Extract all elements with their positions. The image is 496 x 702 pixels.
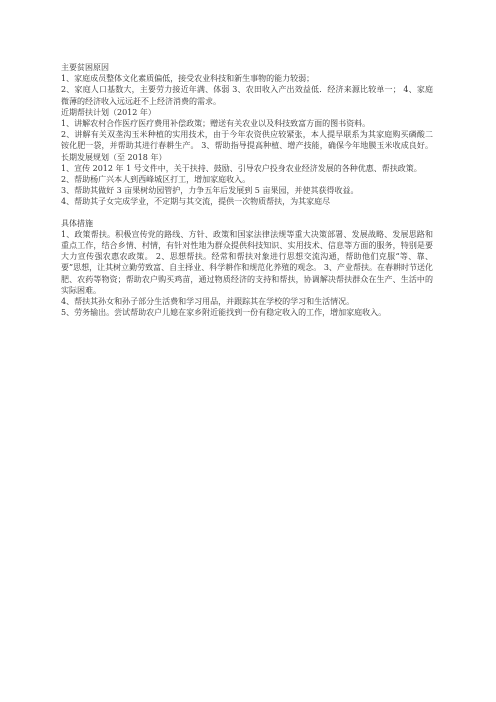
measure-item-4: 4、帮扶其孙女和孙子部分生活费和学习用品，并跟踪其在学校的学习和生活情况。	[61, 297, 355, 307]
long-term-item-1: 1、宣传 2012 年 1 号文件中，关于扶持、鼓励、引导农户投身农业经济发展的各种优惠、帮扶政策。	[61, 163, 422, 173]
long-term-item-4: 4、帮助其子女完成学业，不定期与其交流，提供一次物质帮扶，为其家庭尽	[61, 197, 331, 207]
plan-item-1: 1、讲解农村合作医疗医疗费用补偿政策；赠送有关农业以及科技致富方面的图书资料。	[61, 119, 371, 129]
heading-short-term-plan: 近期帮扶计划（2012 年）	[61, 107, 156, 117]
section-gap	[61, 208, 433, 218]
heading-specific-measures: 具体措施	[61, 218, 93, 228]
heading-poverty-causes: 主要贫困原因	[61, 63, 109, 72]
document-body	[61, 62, 433, 318]
plan-item-2-3: 2、讲解有关双垄沟玉米种植的实用技术，由于今年农资供应较紧张，本人提早联系为其家庭购买磷酸二铵化肥一袋，并帮助其进行春耕生产。 3、帮助指导提高种植、增产技能，确保今年地膜玉米收成良好。 长期发展规划（至 2018 年）	[61, 130, 433, 162]
long-term-item-3: 3、帮助其做好 3 亩果树幼园管护，力争五年后发展到 5 亩果园，并使其获得收益。	[61, 186, 359, 196]
measure-item-5: 5、劳务输出。尝试帮助农户儿媳在家乡附近能找到一份有稳定收入的工作，增加家庭收入。	[61, 308, 387, 318]
long-term-item-2: 2、帮助杨广兴本人到西峰城区打工，增加家庭收入。	[61, 175, 251, 185]
measure-items-1-3: 1、政策帮扶。积极宣传党的路线、方针、政策和国家法律法规等重大决策部署、发展战略、发展思路和重点工作，结合乡情、村情，有针对性地为群众提供科技知识、实用技术、信息等方面的服务，特别是要大力宣传强农惠农政策。 2、思想帮扶。经常和帮扶对象进行思想交流沟通，帮助他们克服“等、靠、要”思想，让其树立勤劳致富、自主择业、科学耕作和规范化养殖的观念。 3、产业帮扶。在春耕时节送化肥、农药等物资；帮助农户购买鸡苗，通过物质经济的支持和帮扶，协调解决帮扶群众在生产、生活中的实际困难。	[61, 229, 433, 295]
cause-item-2-4: 2、家庭人口基数大，主要劳力接近年满、体弱 3、农田收入产出效益低．经济来源比较单一； 4、家庭微薄的经济收入远远赶不上经济消费的需求。	[61, 85, 433, 106]
cause-item-1: 1、家庭成员整体文化素质偏低，接受农业科技和新生事物的能力较弱；	[61, 74, 315, 84]
